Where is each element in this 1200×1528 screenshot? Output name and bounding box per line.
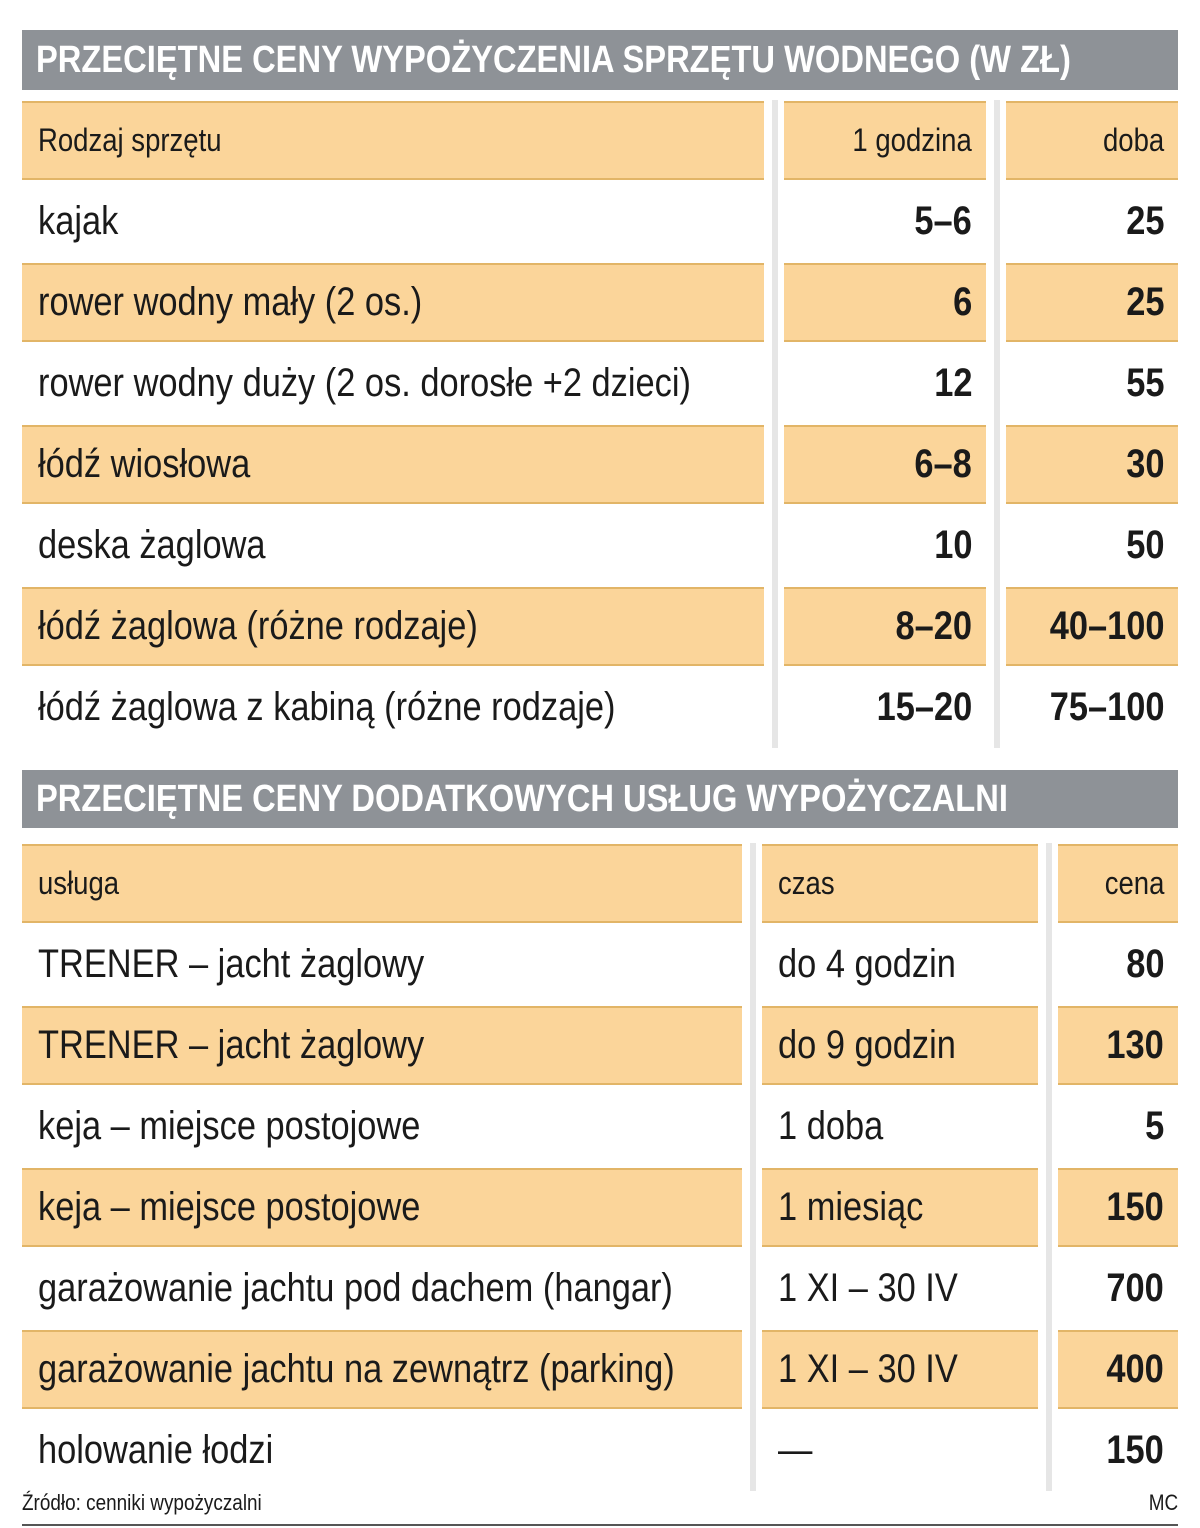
service-table-cell: do 9 godzin xyxy=(762,1006,1038,1085)
equipment-column-header: doba xyxy=(1006,101,1178,180)
service-table-cell: 80 xyxy=(1125,942,1164,986)
service-table-row xyxy=(0,1248,1200,1329)
bottom-rule xyxy=(22,1524,1178,1526)
equipment-table-row xyxy=(0,181,1200,262)
equipment-table-row xyxy=(0,667,1200,748)
equipment-table-row xyxy=(0,424,1200,505)
service-table-cell: TRENER – jacht żaglowy xyxy=(38,942,425,986)
service-table-cell: do 4 godzin xyxy=(778,942,956,986)
equipment-table-cell: rower wodny duży (2 os. dorosłe +2 dzieci) xyxy=(38,361,691,405)
equipment-table-cell: łódź żaglowa z kabiną (różne rodzaje) xyxy=(38,685,616,729)
equipment-column-header: 1 godzina xyxy=(784,101,986,180)
equipment-table-cell: 15–20 xyxy=(876,685,972,729)
service-table-cell: 1 XI – 30 IV xyxy=(778,1266,958,1310)
equipment-table-row xyxy=(0,505,1200,586)
service-column-header: usługa xyxy=(22,844,742,923)
service-table-row xyxy=(0,924,1200,1005)
service-table-cell: 130 xyxy=(1058,1006,1178,1085)
equipment-table-cell: 25 xyxy=(1006,263,1178,342)
equipment-header-row xyxy=(0,100,1200,181)
equipment-table-cell: łódź wiosłowa xyxy=(22,425,764,504)
equipment-table-title: PRZECIĘTNE CENY WYPOŻYCZENIA SPRZĘTU WODNEGO (W ZŁ) xyxy=(22,30,1178,90)
equipment-table-row xyxy=(0,343,1200,424)
services-table-title: PRZECIĘTNE CENY DODATKOWYCH USŁUG WYPOŻYCZALNI xyxy=(22,770,1178,828)
equipment-table-row xyxy=(0,586,1200,667)
service-table-row xyxy=(0,1005,1200,1086)
service-table-row xyxy=(0,1410,1200,1491)
equipment-table-cell: 5–6 xyxy=(914,199,972,243)
service-table-cell: keja – miejsce postojowe xyxy=(22,1168,742,1247)
service-table-cell: 700 xyxy=(1106,1266,1164,1310)
equipment-price-table xyxy=(0,100,1200,748)
service-table-cell: 5 xyxy=(1144,1104,1164,1148)
service-table-row xyxy=(0,1086,1200,1167)
service-table-cell: 1 miesiąc xyxy=(762,1168,1038,1247)
service-column-header: cena xyxy=(1058,844,1178,923)
service-table-cell: 150 xyxy=(1058,1168,1178,1247)
services-price-table xyxy=(0,843,1200,1491)
service-table-cell: garażowanie jachtu pod dachem (hangar) xyxy=(38,1266,673,1310)
service-table-cell: garażowanie jachtu na zewnątrz (parking) xyxy=(22,1330,742,1409)
author-initials: MC xyxy=(1148,1490,1178,1515)
service-table-cell: 1 XI – 30 IV xyxy=(762,1330,1038,1409)
equipment-table-cell: 10 xyxy=(933,523,972,567)
equipment-table-cell: 12 xyxy=(933,361,972,405)
equipment-table-row xyxy=(0,262,1200,343)
service-table-cell: keja – miejsce postojowe xyxy=(38,1104,421,1148)
equipment-table-cell: 55 xyxy=(1125,361,1164,405)
equipment-table-cell: 6–8 xyxy=(784,425,986,504)
equipment-table-cell: łódź żaglowa (różne rodzaje) xyxy=(22,587,764,666)
equipment-table-cell: 8–20 xyxy=(784,587,986,666)
source-note: Źródło: cenniki wypożyczalni xyxy=(22,1490,262,1515)
equipment-table-cell: 6 xyxy=(784,263,986,342)
service-table-cell: 400 xyxy=(1058,1330,1178,1409)
service-table-row xyxy=(0,1167,1200,1248)
equipment-table-cell: deska żaglowa xyxy=(38,523,266,567)
service-table-cell: — xyxy=(778,1428,813,1472)
service-column-header: czas xyxy=(762,844,1038,923)
equipment-table-cell: 30 xyxy=(1006,425,1178,504)
service-header-row xyxy=(0,843,1200,924)
equipment-column-header: Rodzaj sprzętu xyxy=(22,101,764,180)
service-table-cell: TRENER – jacht żaglowy xyxy=(22,1006,742,1085)
service-table-row xyxy=(0,1329,1200,1410)
equipment-table-cell: 75–100 xyxy=(1049,685,1164,729)
service-table-cell: holowanie łodzi xyxy=(38,1428,274,1472)
equipment-table-cell: kajak xyxy=(38,199,119,243)
equipment-table-cell: rower wodny mały (2 os.) xyxy=(22,263,764,342)
equipment-table-cell: 40–100 xyxy=(1006,587,1178,666)
service-table-cell: 150 xyxy=(1106,1428,1164,1472)
equipment-table-cell: 50 xyxy=(1125,523,1164,567)
service-table-cell: 1 doba xyxy=(778,1104,884,1148)
equipment-table-cell: 25 xyxy=(1125,199,1164,243)
